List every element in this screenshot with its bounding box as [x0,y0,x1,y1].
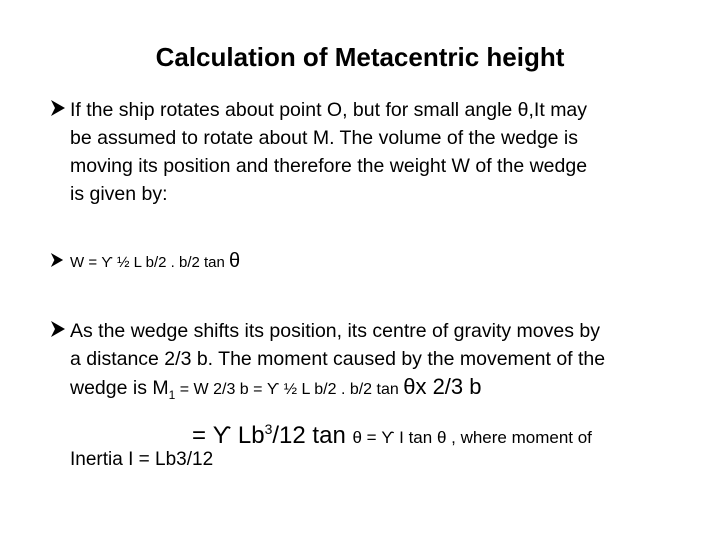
bullet-1-line-1: If the ship rotates about point O, but for small angle θ,It may [70,99,588,121]
arrow-bullet-icon [50,99,70,123]
bullet-2-text [70,248,690,276]
weight-formula: W = ϒ ½ L b/2 . b/2 tan [70,254,230,271]
bullet-1-text [70,96,690,208]
bullet-3-line-2: a distance 2/3 b. The moment caused by the movement of the [70,348,606,370]
bullet-3-line-3: wedge is $M_1 = W$ 2/3 b = ϒ ½ L b/2 . b/2 tan θx 2/3 b [70,374,482,402]
inertia-line: Inertia I = Lb3/12 [70,449,214,470]
arrow-bullet-icon [50,252,70,276]
arrow-bullet-icon [50,320,70,344]
bullet-1-line-3: moving its position and therefore the weight W of the wedge [70,155,588,177]
bullet-3-line-1: As the wedge shifts its position, its centre of gravity moves by [70,320,600,342]
bullet-1-line-2: be assumed to rotate about M. The volume of the wedge is [70,127,579,149]
slide-title: Calculation of Metacentric height [155,42,565,72]
theta-symbol: θ [229,250,241,272]
moment-equation: = ϒ Lb$^3$/12 tan θ = ϒ I tan θ , where moment of [192,421,592,449]
bullet-1-line-4: is given by: [70,183,168,205]
bullet-3-text [70,317,690,409]
